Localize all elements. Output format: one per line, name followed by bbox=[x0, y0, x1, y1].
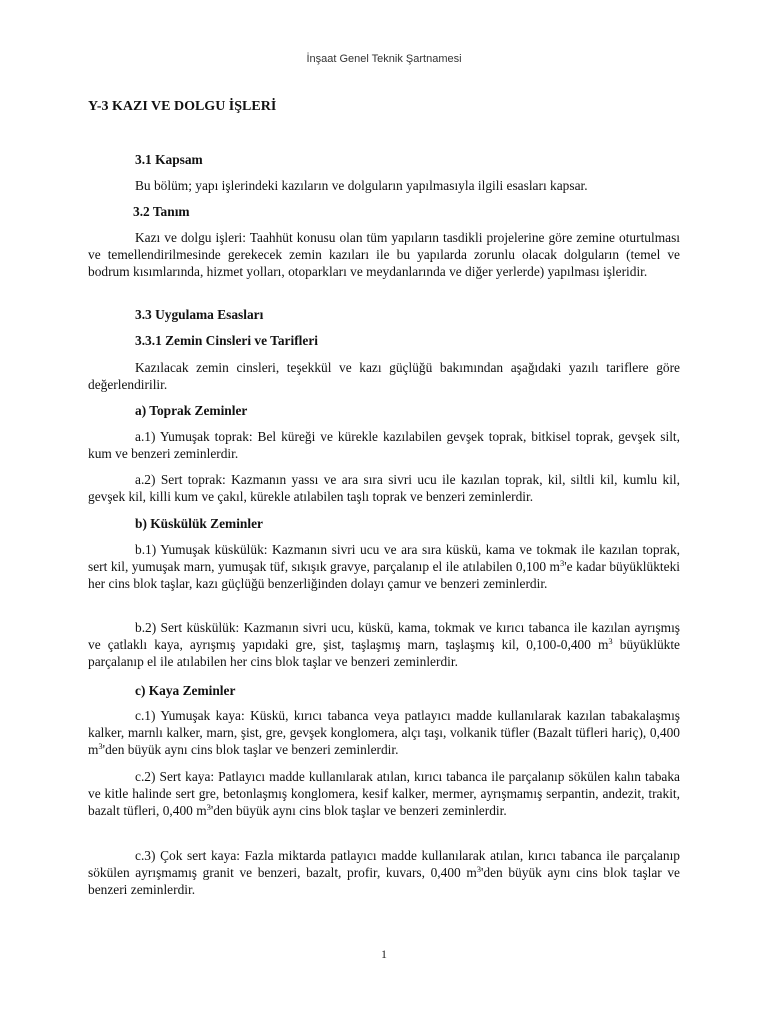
document-title: Y-3 KAZI VE DOLGU İŞLERİ bbox=[88, 99, 277, 114]
b1-text-1: b.1) Yumuşak küskülük: Kazmanın sivri ucu ve ara sıra küskü, kama ve tokmak ile kazılan toprak, sert kil, yumuşak marn, yumuşak tüf, sıkışık gravye, parçalanıp el ile atılabilen 0,100 m bbox=[88, 542, 680, 574]
c3-superscript: 3 bbox=[476, 864, 481, 874]
subheading-kuskuluk-zeminler: b) Küskülük Zeminler bbox=[135, 516, 263, 531]
subheading-kaya-zeminler: c) Kaya Zeminler bbox=[135, 683, 236, 698]
c2-text-2: 'den büyük aynı cins blok taşlar ve benzeri zeminlerdir. bbox=[210, 803, 507, 818]
paragraph-b1 bbox=[88, 541, 680, 592]
page-number: 1 bbox=[381, 947, 387, 961]
section-heading-uygulama: 3.3 Uygulama Esasları bbox=[135, 307, 264, 322]
c3-text-2: 'den büyük aynı cins blok taşlar ve benzeri zeminlerdir. bbox=[88, 865, 680, 897]
paragraph-c3 bbox=[88, 847, 680, 898]
c1-text-2: 'den büyük aynı cins blok taşlar ve benzeri zeminlerdir. bbox=[102, 742, 399, 757]
b1-text-2: 'e kadar büyüklükteki her cins blok taşlar, kazı güçlüğü benzerliğinden dolayı çamur ve benzeri zeminlerdir. bbox=[88, 559, 680, 591]
c1-superscript: 3 bbox=[98, 741, 103, 751]
paragraph-a1: a.1) Yumuşak toprak: Bel küreği ve kürekle kazılabilen gevşek toprak, bitkisel toprak, gevşek silt, kum ve benzeri zeminlerdir. bbox=[88, 429, 680, 461]
running-header: İnşaat Genel Teknik Şartnamesi bbox=[306, 53, 462, 65]
paragraph-kapsam: Bu bölüm; yapı işlerindeki kazıların ve dolguların yapılmasıyla ilgili esasları kapsar. bbox=[135, 178, 588, 193]
c2-text-1: c.2) Sert kaya: Patlayıcı madde kullanılarak atılan, kırıcı tabanca ile parçalanıp sökülen kalın tabaka ve kitle halinde sert gre, betonlaşmış konglomera, kesif kalker, mermer, ayrışmamış serpantin, andezit, trakit, bazalt tüfleri, 0,400 m bbox=[88, 769, 680, 818]
c2-superscript: 3 bbox=[206, 802, 211, 812]
paragraph-c1 bbox=[88, 707, 680, 758]
b2-text-1: b.2) Sert küskülük: Kazmanın sivri ucu, küskü, kama, tokmak ve kırıcı tabanca ile kazılan ayrışmış ve çatlaklı kaya, ayrışmış yapıdaki gre, şist, taşlaşmış marn, taşlaşmış kil, 0,100-0,400 m bbox=[88, 620, 680, 652]
paragraph-c2 bbox=[88, 768, 680, 819]
paragraph-tanim: Kazı ve dolgu işleri: Taahhüt konusu olan tüm yapıların tasdikli projelerine göre zemine oturtulması ve temellendirilmesinde gerekecek zemin kazıları ile bu yapılarda zorunlu olacak dolguların (temel ve bodrum kısımlarında, hizmet yolları, otoparkları ve meydanlarında ve diğer yerlerde) yapılması işleridir. bbox=[88, 230, 680, 279]
subheading-toprak-zeminler: a) Toprak Zeminler bbox=[135, 403, 248, 418]
b2-superscript: 3 bbox=[608, 636, 613, 646]
paragraph-b2 bbox=[88, 619, 680, 670]
section-heading-kapsam: 3.1 Kapsam bbox=[135, 152, 203, 167]
b1-superscript: 3 bbox=[559, 558, 565, 568]
paragraph-a2: a.2) Sert toprak: Kazmanın yassı ve ara sıra sivri ucu ile kazılan toprak, kil, siltli kil, kumlu kil, gevşek kil, killi kum ve çakıl, kürekle atılabilen taşlı toprak ve benzeri zeminlerdir. bbox=[88, 472, 680, 504]
section-heading-tanim: 3.2 Tanım bbox=[133, 204, 190, 219]
c1-text-1: c.1) Yumuşak kaya: Küskü, kırıcı tabanca veya patlayıcı madde kullanılarak kazılan tabakalaşmış kalker, marnlı kalker, marn, şist, gre, gevşek konglomera, alçı taşı, volkanik tüfler (Bazalt tüfleri hariç), 0,400 m bbox=[88, 708, 680, 757]
section-heading-zemin-cinsleri: 3.3.1 Zemin Cinsleri ve Tarifleri bbox=[135, 333, 318, 348]
paragraph-zemin-cinsleri: Kazılacak zemin cinsleri, teşekkül ve kazı güçlüğü bakımından aşağıdaki yazılı tariflere göre değerlendirilir. bbox=[88, 360, 680, 392]
b2-text-2: büyüklükte parçalanıp el ile atılabilen her cins blok taşlar ve benzeri zeminlerdir. bbox=[88, 637, 681, 669]
c3-text-1: c.3) Çok sert kaya: Fazla miktarda patlayıcı madde kullanılarak atılan, kırıcı tabanca ile parçalanıp sökülen ayrışmamış granit ve benzeri, bazalt, profir, kuvars, 0,400 m bbox=[88, 848, 680, 880]
